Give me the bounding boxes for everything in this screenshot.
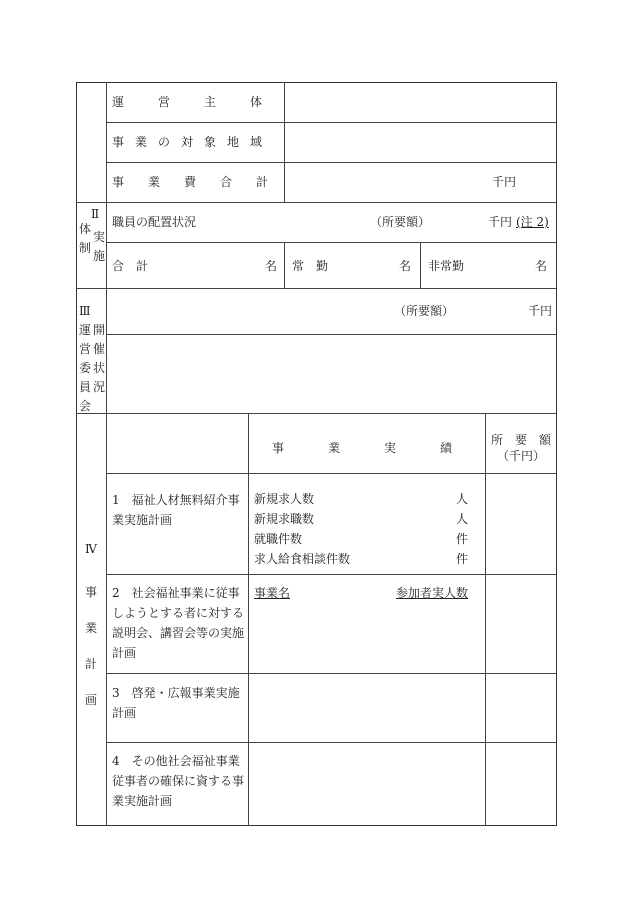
divider bbox=[284, 242, 285, 288]
divider bbox=[106, 574, 556, 575]
divider bbox=[248, 413, 249, 826]
note-link: (注 2) bbox=[516, 215, 549, 229]
divider bbox=[485, 413, 486, 826]
divider bbox=[76, 413, 556, 414]
total-staff-label: 合 計 bbox=[112, 259, 149, 273]
committee-cost-unit: 千円 bbox=[528, 304, 553, 318]
result-label: 求人給食相談件数 bbox=[254, 552, 351, 566]
divider bbox=[106, 473, 556, 474]
result-label: 就職件数 bbox=[254, 532, 303, 546]
label-operator: 運 営 主 体 bbox=[112, 95, 274, 109]
header-cost: 所 要 額 bbox=[491, 433, 552, 447]
header-cost-unit: （千円） bbox=[497, 449, 546, 463]
result-unit: 件 bbox=[456, 552, 469, 566]
result-unit: 件 bbox=[456, 532, 469, 546]
divider bbox=[106, 742, 556, 743]
divider bbox=[106, 334, 556, 335]
staff-cost-unit: 千円 bbox=[488, 215, 513, 229]
divider bbox=[106, 242, 556, 243]
section3-title-a: 運営委員会 bbox=[78, 323, 91, 413]
divider bbox=[106, 82, 107, 826]
divider bbox=[76, 202, 556, 203]
regular-staff-unit: 名 bbox=[399, 259, 412, 273]
staff-label: 職員の配置状況 bbox=[112, 215, 197, 229]
divider bbox=[106, 122, 556, 123]
result-unit: 人 bbox=[456, 492, 469, 506]
total-cost-unit: 千円 bbox=[492, 175, 517, 189]
label-total-cost: 事 業 費 合 計 bbox=[112, 175, 275, 189]
item2-name: 2 社会福祉事業に従事しようとする者に対する説明会、講習会等の実施計画 bbox=[112, 586, 245, 660]
divider bbox=[420, 242, 421, 288]
divider bbox=[106, 673, 556, 674]
total-staff-unit: 名 bbox=[265, 259, 278, 273]
result-label: 新規求人数 bbox=[254, 492, 315, 506]
staff-cost-label: （所要額） bbox=[370, 215, 431, 229]
regular-staff-label: 常 勤 bbox=[292, 259, 329, 273]
section3-title-b: 開催状況 bbox=[92, 323, 105, 394]
section3-number: Ⅲ bbox=[79, 304, 91, 318]
divider bbox=[106, 162, 556, 163]
section4-number: Ⅳ bbox=[85, 542, 97, 556]
section2-number: Ⅱ bbox=[91, 207, 100, 221]
divider bbox=[76, 288, 556, 289]
result-label: 新規求職数 bbox=[254, 512, 315, 526]
label-target-area: 事業の対象地域 bbox=[112, 135, 274, 149]
divider bbox=[284, 82, 285, 202]
nonregular-staff-unit: 名 bbox=[535, 259, 548, 273]
item1-name: 1 福祉人材無料紹介事業実施計画 bbox=[112, 493, 240, 527]
section2-title-a: 体制 bbox=[78, 222, 91, 255]
committee-cost-label: （所要額） bbox=[394, 304, 455, 318]
event-name-header: 事業名 bbox=[254, 586, 291, 600]
result-unit: 人 bbox=[456, 512, 469, 526]
section4-title: 事業計画 bbox=[84, 585, 97, 707]
participants-header: 参加者実人数 bbox=[396, 586, 469, 600]
header-results: 事 業 実 績 bbox=[272, 441, 469, 455]
section2-title-b: 実施 bbox=[92, 230, 105, 263]
item4-name: 4 その他社会福祉事業従事者の確保に資する事業実施計画 bbox=[112, 754, 245, 808]
item3-name: 3 啓発・広報事業実施計画 bbox=[112, 686, 240, 720]
nonregular-staff-label: 非常勤 bbox=[428, 259, 465, 273]
